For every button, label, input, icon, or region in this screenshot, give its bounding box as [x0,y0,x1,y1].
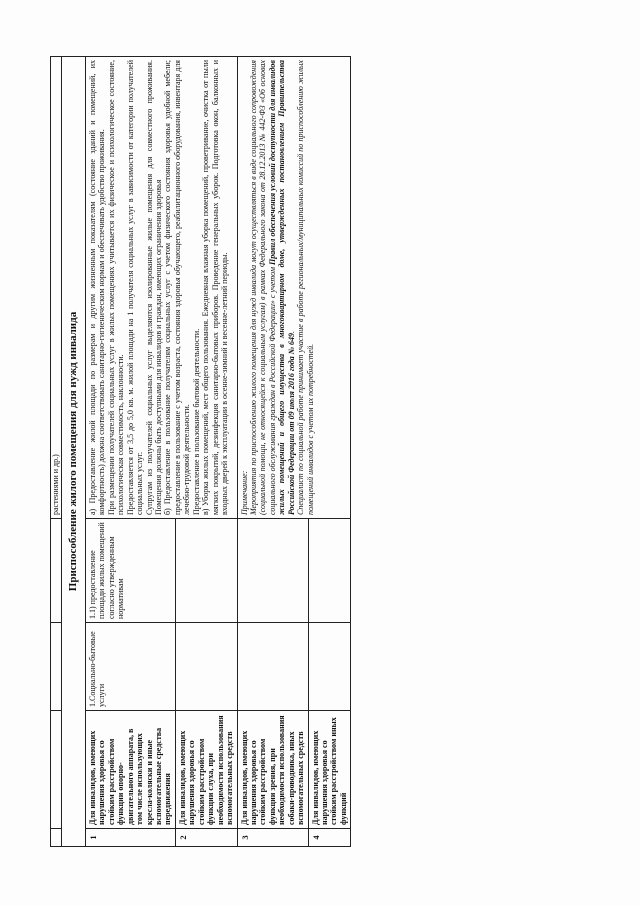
row-category: Для инвалидов, имеющих нарушения здоровья со стойким расстройством иных функций [308,711,351,829]
description-paragraph: Предоставляется от 3,5 до 5,0 кв. м. жилой площади на 1 получателя социальных услуг в зависимости от категории получателей социальных услуг. [125,60,145,515]
note-text: Мероприятия по приспособлению жилого помещения для нужд инвалида могут осуществляться в виде социального сопровождения (социальной помощи, не относящейся к социальным услугам) в рамках Федерального закона от 28.12.2013 № 442-ФЗ «Об основах социального обслуживания граждан в Российской Федерации» с учетом [248,60,277,515]
row-category: Для инвалидов, имеющих нарушения здоровья со стойким расстройством функции зрения, при необходимости использования собаки-проводника, иных вспомогательных средств [237,711,308,829]
note-label: Примечание: [239,470,249,515]
description-paragraph: б) Предоставление в пользование получателям социальных услуг с учетом физического состояния здоровья удобной мебели; предоставление в пользование с учетом возраста, состояния здоровья обучающего, реабилитационного оборудования, инвентаря для лечебно-трудовой деятельности. [163,60,192,515]
row-number: 1 [85,829,175,847]
note-cell [237,57,351,519]
note-bold-text: Правил обеспечения условий доступности для инвалидов жилых помещений и общего имущества в многоквартирном доме, утвержденных постановлением Правительства Российской Федерации от 09 июля 2016 года № 649 [267,60,296,515]
table-row [237,57,308,847]
table-row [85,57,175,847]
header-row [51,57,62,847]
header-content-cell: растениями и др.) [51,57,62,519]
section-title: Приспособление жилого помещения для нужд инвалида [62,57,86,847]
service-type-empty [308,623,351,711]
note-paragraph [249,60,296,515]
service-type: 1.Социально-бытовые услуги [85,623,175,711]
service-description [85,57,237,519]
row-number: 3 [237,829,308,847]
description-paragraph: При размещении получателей социальных услуг в жилых помещениях учитывается их физическое и психологическое состояние, психологическая совместимость, наклонности. [106,60,126,515]
service-type-empty [237,623,308,711]
description-paragraph: в) Уборка жилых помещений, мест общего пользования. Ежедневная влажная уборка помещений, проветривание, очистка от пыли мягких покрытий, дезинфекция санитарно-бытовых приборов. Проведение генеральных уборок. Подготовка окон, балконных и входных дверей к эксплуатации в осенне-зимний и весенне-летний периоды. [201,60,230,515]
service-name-empty [308,519,351,623]
header-num-cell [51,829,62,847]
service-type-empty [175,623,237,711]
header-service-cell [51,519,62,623]
service-name: 1.1) предоставление площади жилых помещений согласно утвержденным нормативам [85,519,175,623]
services-table [50,56,351,847]
rotated-sheet [50,57,590,847]
description-paragraph: Супругам из получателей социальных услуг выделяются изолированные жилые помещения для совместного проживания. Помещения должны быть доступными для инвалидов и граждан, имеющих ограничения здоровья [144,60,164,515]
row-category: Для инвалидов, имеющих нарушения здоровья со стойким расстройством функции слуха, при необходимости использования вспомогательных средств [175,711,237,829]
service-name-empty [237,519,308,623]
description-paragraph: а) Предоставление жилой площади по размерам и другим жизненным показателям (состояние зданий и помещений, их комфортность) должна соответствовать санитарно-гигиеническим нормам и обеспечивать удобство проживания. [87,60,107,515]
row-category: Для инвалидов, имеющих нарушения здоровья со стойким расстройством функции опорно-двигательного аппарата, в том числе использующих кресла-коляски и иные вспомогательные средства передвижения [85,711,175,829]
row-number: 2 [175,829,237,847]
section-row [62,57,86,847]
row-number: 4 [308,829,351,847]
service-name-empty [175,519,237,623]
note-text-end: . [286,330,296,333]
note-paragraph: Специалист по социальной работе принимает участие в работе региональных/муниципальных комиссий по приспособлению жилых помещений инвалидов с учетом их потребностей. [296,60,315,515]
description-paragraph: Предоставление в пользование бытовой деятельности. [191,328,201,515]
header-category-cell [51,711,62,829]
header-type-cell [51,623,62,711]
